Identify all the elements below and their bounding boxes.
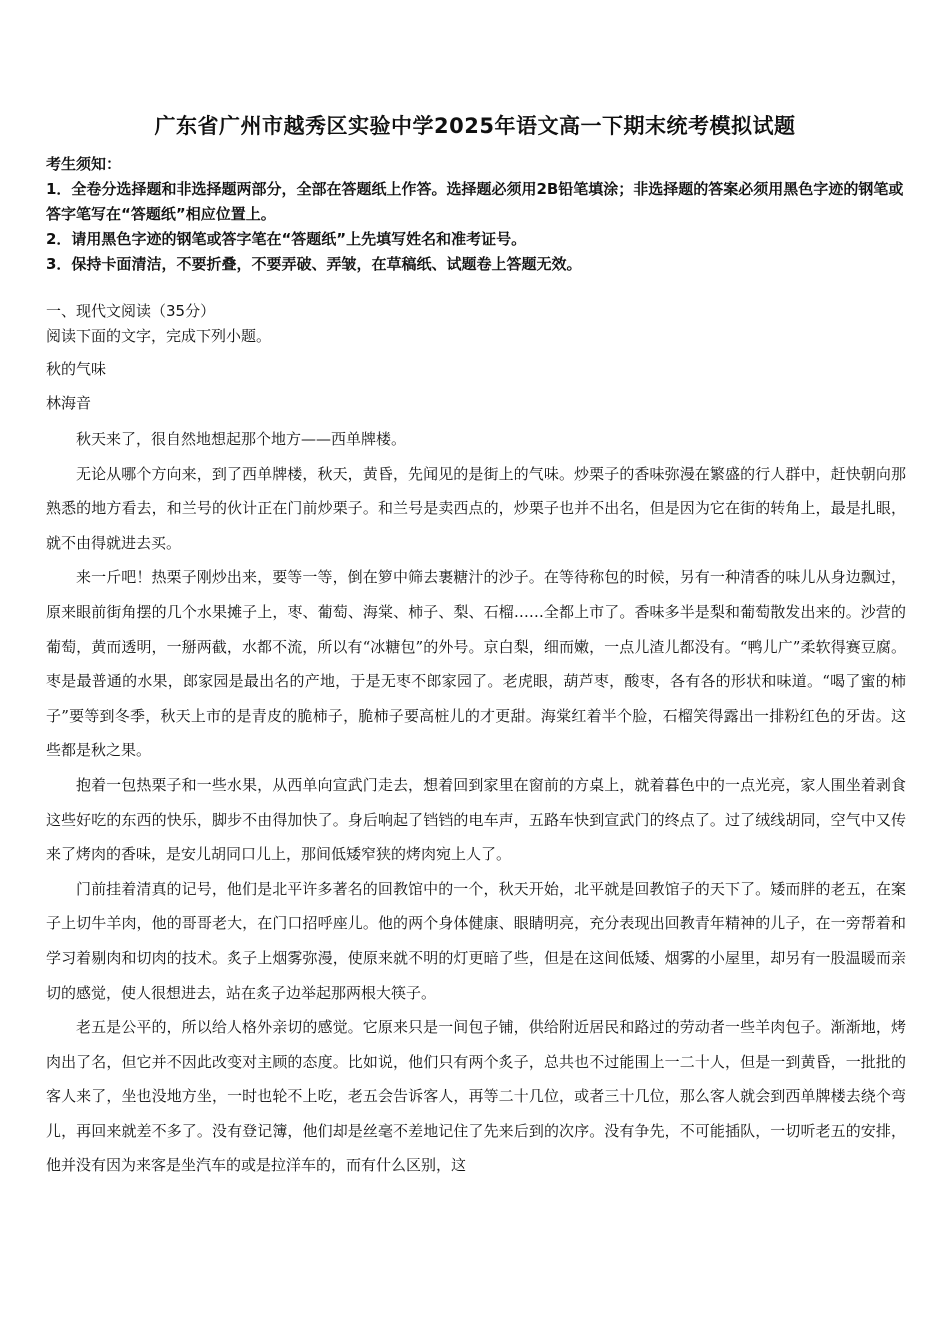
article-paragraph: 无论从哪个方向来，到了西单牌楼，秋天，黄昏，先闻见的是街上的气味。炒栗子的香味弥漫在繁盛的行人群中，赶快朝向那熟悉的地方看去，和兰号的伙计正在门前炒栗子。和兰号是卖西点的，炒栗子也并不出名，但是因为它在街的转角上，最是扎眼，就不由得就进去买。 xyxy=(46,464,906,552)
article-title: 秋的气味 xyxy=(46,360,107,378)
article-paragraph: 抱着一包热栗子和一些水果，从西单向宣武门走去，想着回到家里在窗前的方桌上，就着暮色中的一点光亮，家人围坐着剥食这些好吃的东西的快乐，脚步不由得加快了。身后响起了铛铛的电车声，五路车快到宣武门的终点了。过了绒线胡同，空气中又传来了烤肉的香味，是安儿胡同口儿上，那间低矮窄狭的烤肉宛上人了。 xyxy=(46,775,906,864)
article-paragraph: 门前挂着清真的记号，他们是北平许多著名的回教馆中的一个，秋天开始，北平就是回教馆子的天下了。矮而胖的老五，在案子上切牛羊肉，他的哥哥老大，在门口招呼座儿。他的两个身体健康、眼睛明亮，充分表现出回教青年精神的儿子，在一旁帮着和学习着剔肉和切肉的技术。炙子上烟雾弥漫，使原来就不明的灯更暗了些，但是在这间低矮、烟雾的小屋里，却另有一股温暖而亲切的感觉，使人很想进去，站在炙子边举起那两根大筷子。 xyxy=(46,879,906,1002)
section-heading: 一、现代文阅读（35分） xyxy=(46,302,216,320)
notice-item-3: 3．保持卡面清洁，不要折叠，不要弄破、弄皱，在草稿纸、试题卷上答题无效。 xyxy=(46,255,582,273)
exam-title: 广东省广州市越秀区实验中学2025年语文高一下期末统考模拟试题 xyxy=(154,114,796,138)
candidate-notice xyxy=(46,152,906,277)
article-paragraph: 秋天来了，很自然地想起那个地方——西单牌楼。 xyxy=(76,430,407,448)
article-paragraph: 来一斤吧！热栗子刚炒出来，要等一等，倒在箩中筛去裹糖汁的沙子。在等待称包的时候，另有一种清香的味儿从身边飘过，原来眼前街角摆的几个水果摊子上，枣、葡萄、海棠、柿子、梨、石榴……全都上市了。香味多半是梨和葡萄散发出来的。沙营的葡萄，黄而透明，一掰两截，水都不流，所以有“冰糖包”的外号。京白梨，细而嫩，一点儿渣儿都没有。“鸭儿广”柔软得赛豆腐。枣是最普通的水果，郎家园是最出名的产地，于是无枣不郎家园了。老虎眼，葫芦枣，酸枣，各有各的形状和味道。“喝了蜜的柿子”要等到冬季，秋天上市的是青皮的脆柿子，脆柿子要高桩儿的才更甜。海棠红着半个脸，石榴笑得露出一排粉红色的牙齿。这些都是秋之果。 xyxy=(46,568,906,760)
notice-item-2: 2．请用黑色字迹的钢笔或答字笔在“答题纸”上先填写姓名和准考证号。 xyxy=(46,230,527,248)
article-body xyxy=(46,422,906,1183)
article-paragraph: 老五是公平的，所以给人格外亲切的感觉。它原来只是一间包子铺，供给附近居民和路过的劳动者一些羊肉包子。渐渐地，烤肉出了名，但它并不因此改变对主顾的态度。比如说，他们只有两个炙子，总共也不过能围上一二十人，但是一到黄昏，一批批的客人来了，坐也没地方坐，一时也轮不上吃，老五会告诉客人，再等二十几位，或者三十几位，那么客人就会到西单牌楼去绕个弯儿，再回来就差不多了。没有登记簿，他们却是丝毫不差地记住了先来后到的次序。没有争先，不可能插队，一切听老五的安排，他并没有因为来客是坐汽车的或是拉洋车的，而有什么区别，这 xyxy=(46,1018,906,1175)
reading-instruction: 阅读下面的文字，完成下列小题。 xyxy=(46,327,272,345)
article-author: 林海音 xyxy=(46,394,92,412)
notice-heading: 考生须知： xyxy=(46,155,122,173)
notice-item-1: 1．全卷分选择题和非选择题两部分，全部在答题纸上作答。选择题必须用2B铅笔填涂；非选择题的答案必须用黑色字迹的钢笔或答字笔写在“答题纸”相应位置上。 xyxy=(46,180,904,223)
